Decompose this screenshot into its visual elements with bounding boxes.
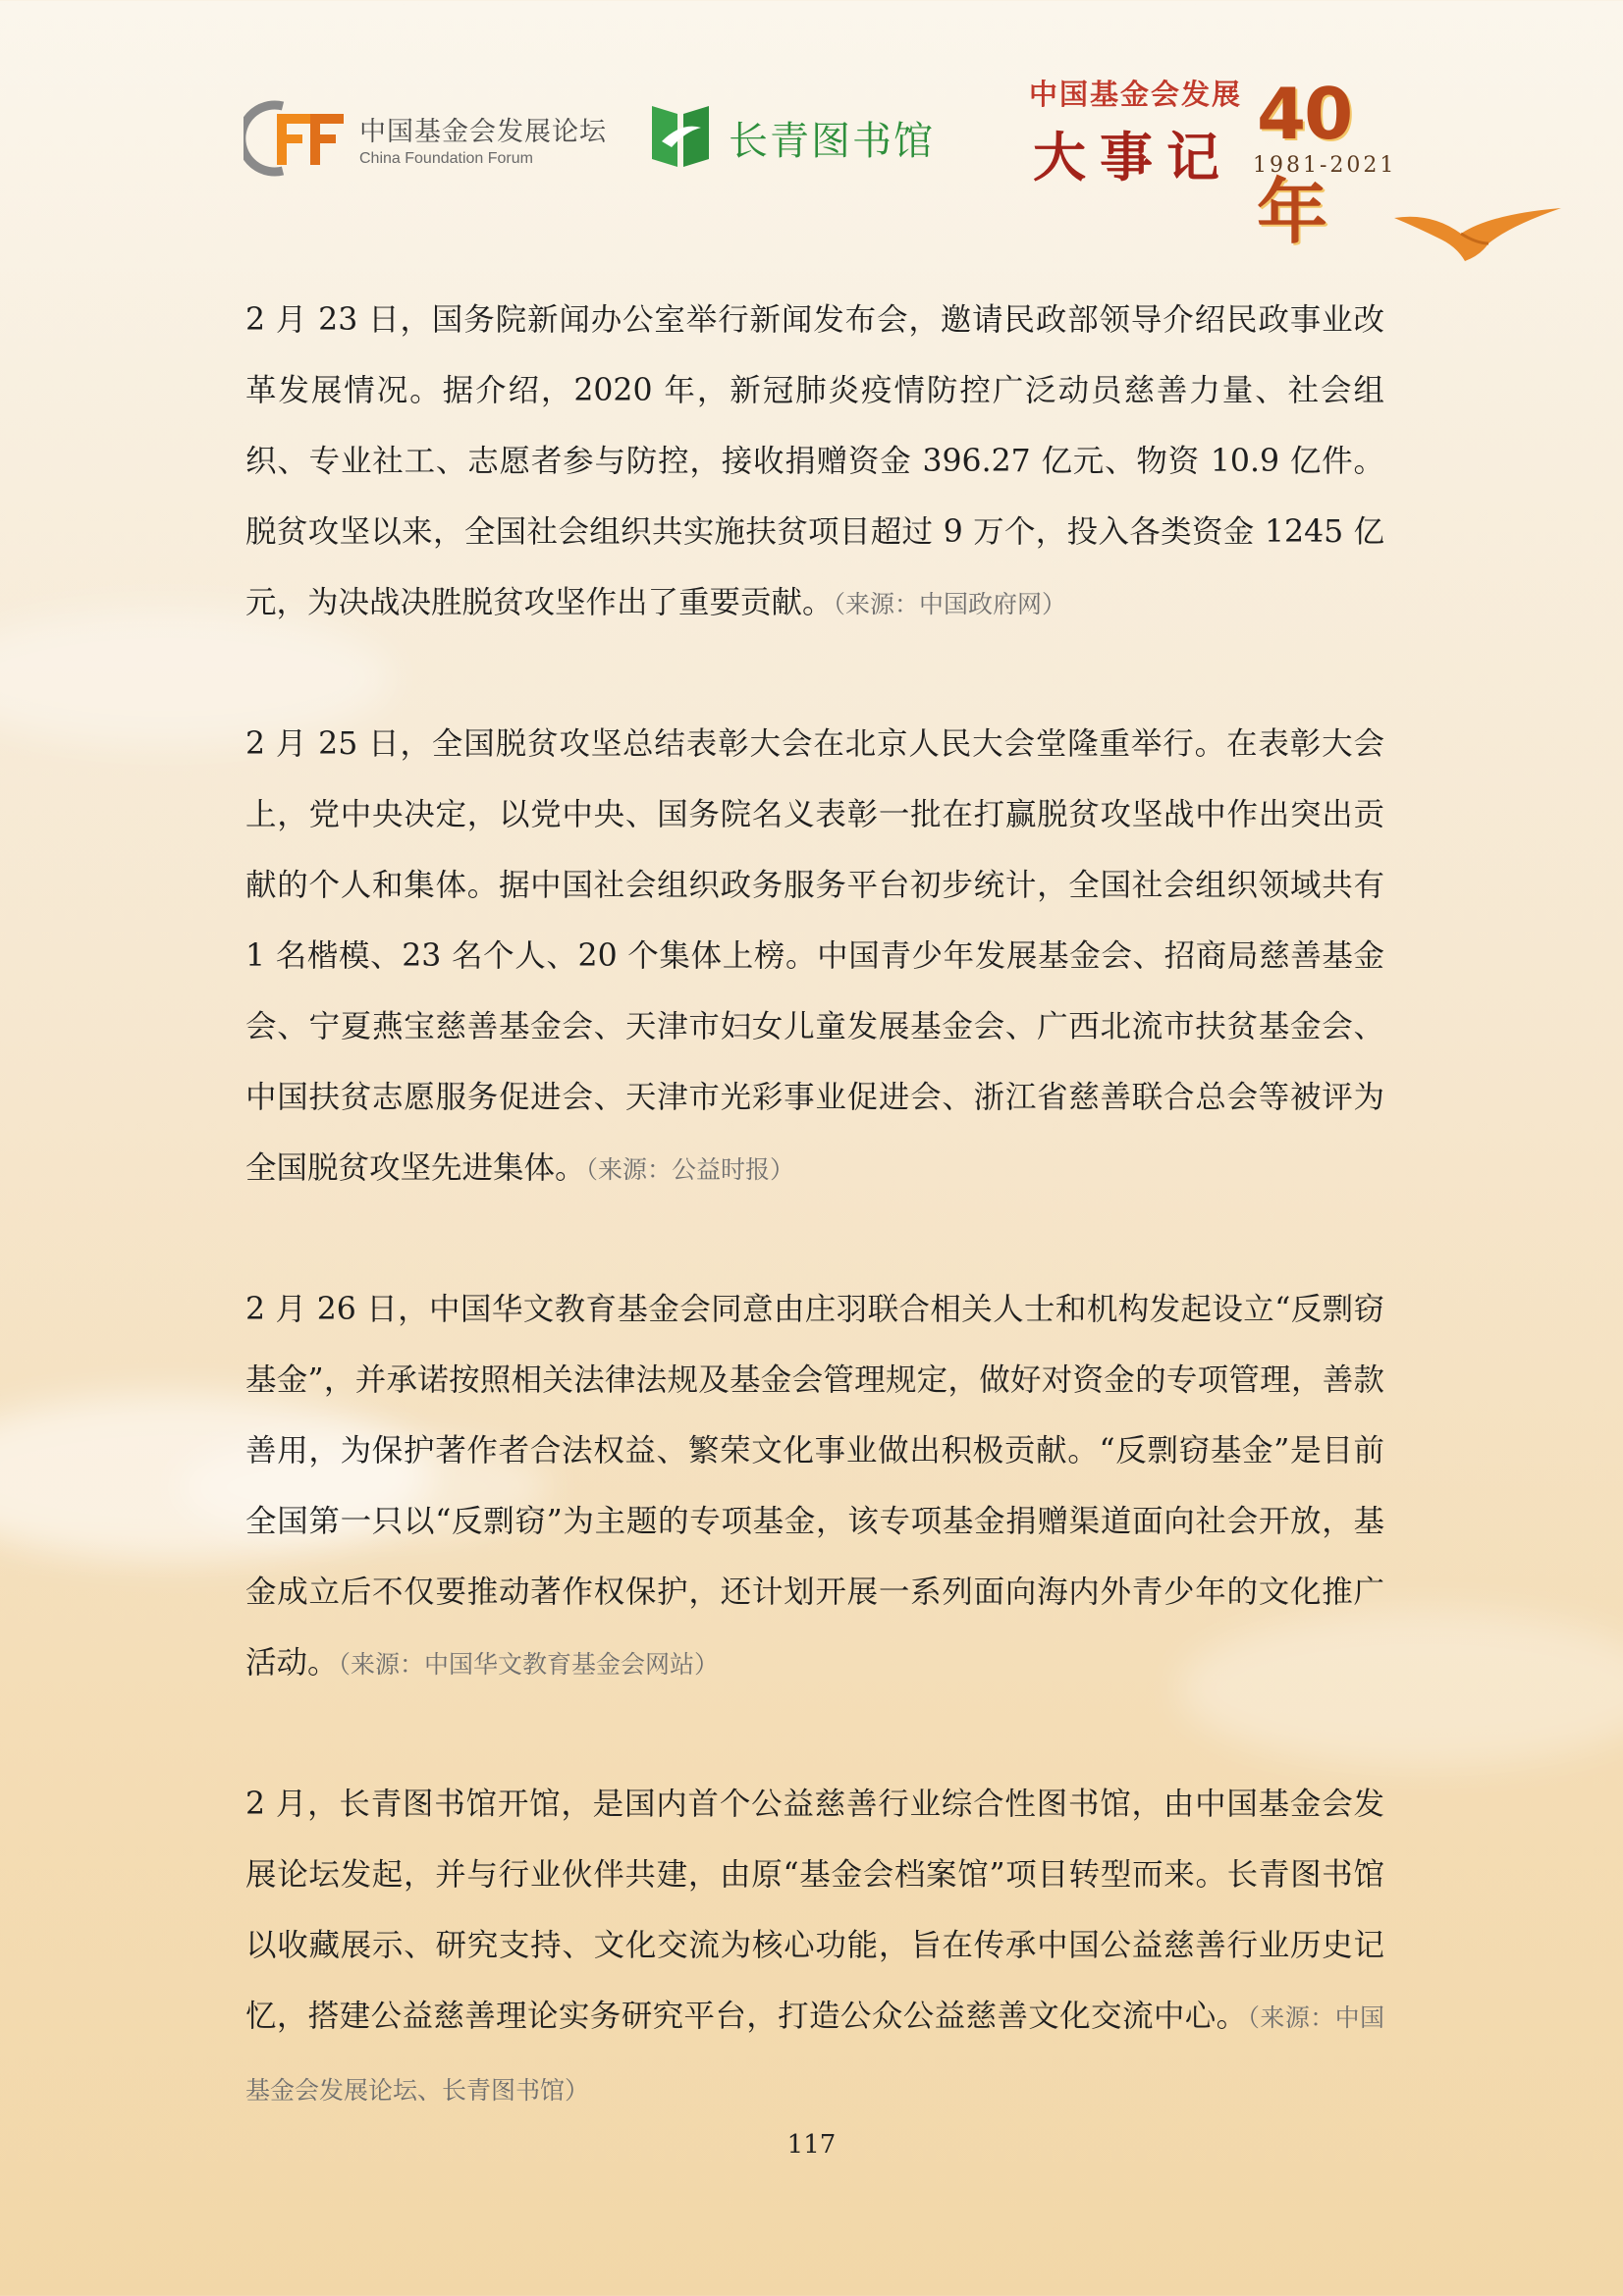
entry-source: （来源：公益时报） [585, 1155, 795, 1184]
bird-icon [1392, 204, 1564, 265]
entry-source: （来源：中国华文教育基金会网站） [338, 1650, 720, 1679]
forum-name-cn: 中国基金会发展论坛 [359, 117, 607, 147]
anniversary-top-text: 中国基金会发展 [1029, 78, 1243, 111]
chronicle-entry [245, 1769, 1384, 2126]
anniversary-main-text: 大事记 [1033, 126, 1233, 188]
anniversary-badge [1029, 71, 1412, 253]
chronicle-content [245, 285, 1384, 2195]
page-header [0, 0, 1623, 255]
entry-source: （来源：中国政府网） [833, 590, 1067, 618]
chronicle-entry [245, 1274, 1384, 1700]
chronicle-entry [245, 285, 1384, 640]
page-number: 117 [786, 2130, 837, 2160]
entry-text: 2 月 25 日，全国脱贫攻坚总结表彰大会在北京人民大会堂隆重举行。在表彰大会上，党中央决定，以党中央、国务院名义表彰一批在打赢脱贫攻坚战中作出突出贡献的个人和集体。据中国社会组织政务服务平台初步统计，全国社会组织领域共有 1 名楷模、23 名个人、20 个集体上榜。中国青少年发展基金会、招商局慈善基金会、宁夏燕宝慈善基金会、天津市妇女儿童发展基金会、广西北流市扶贫基金会、中国扶贫志愿服务促进会、天津市光彩事业促进会、浙江省慈善联合总会等被评为全国脱贫攻坚先进集体。 [245, 726, 1384, 1186]
entry-source: （来源：中国基金会发展论坛、长青图书馆） [245, 2003, 1384, 2105]
chronicle-entry [245, 709, 1384, 1205]
library-name: 长青图书馆 [729, 119, 935, 164]
anniversary-number: 40年 [1257, 73, 1352, 253]
forum-name [359, 110, 607, 168]
anniversary-years: 1981-2021 [1253, 153, 1397, 178]
entry-text: 2 月 23 日，国务院新闻办公室举行新闻发布会，邀请民政部领导介绍民政事业改革发展情况。据介绍，2020 年，新冠肺炎疫情防控广泛动员慈善力量、社会组织、专业社工、志愿者参与防控，接收捐赠资金 396.27 亿元、物资 10.9 亿件。脱贫攻坚以来，全国社会组织共实施扶贫项目超过 9 万个，投入各类资金 1245 亿元，为决战决胜脱贫攻坚作出了重要贡献。 [245, 302, 1384, 620]
china-foundation-forum-logo [243, 98, 352, 179]
entry-text: 2 月，长青图书馆开馆，是国内首个公益慈善行业综合性图书馆，由中国基金会发展论坛发起，并与行业伙伴共建，由原“基金会档案馆”项目转型而来。长青图书馆以收藏展示、研究支持、文化交流为核心功能，旨在传承中国公益慈善行业历史记忆，搭建公益慈善理论实务研究平台，打造公众公益慈善文化交流中心。 [245, 1787, 1384, 2034]
evergreen-library-logo [648, 98, 713, 171]
entry-text: 2 月 26 日，中国华文教育基金会同意由庄羽联合相关人士和机构发起设立“反剽窃基金”，并承诺按照相关法律法规及基金会管理规定，做好对资金的专项管理，善款善用，为保护著作者合法权益、繁荣文化事业做出积极贡献。“反剽窃基金”是目前全国第一只以“反剽窃”为主题的专项基金，该专项基金捐赠渠道面向社会开放，基金成立后不仅要推动著作权保护，还计划开展一系列面向海内外青少年的文化推广活动。 [245, 1292, 1384, 1681]
forum-name-en: China Foundation Forum [359, 150, 533, 167]
